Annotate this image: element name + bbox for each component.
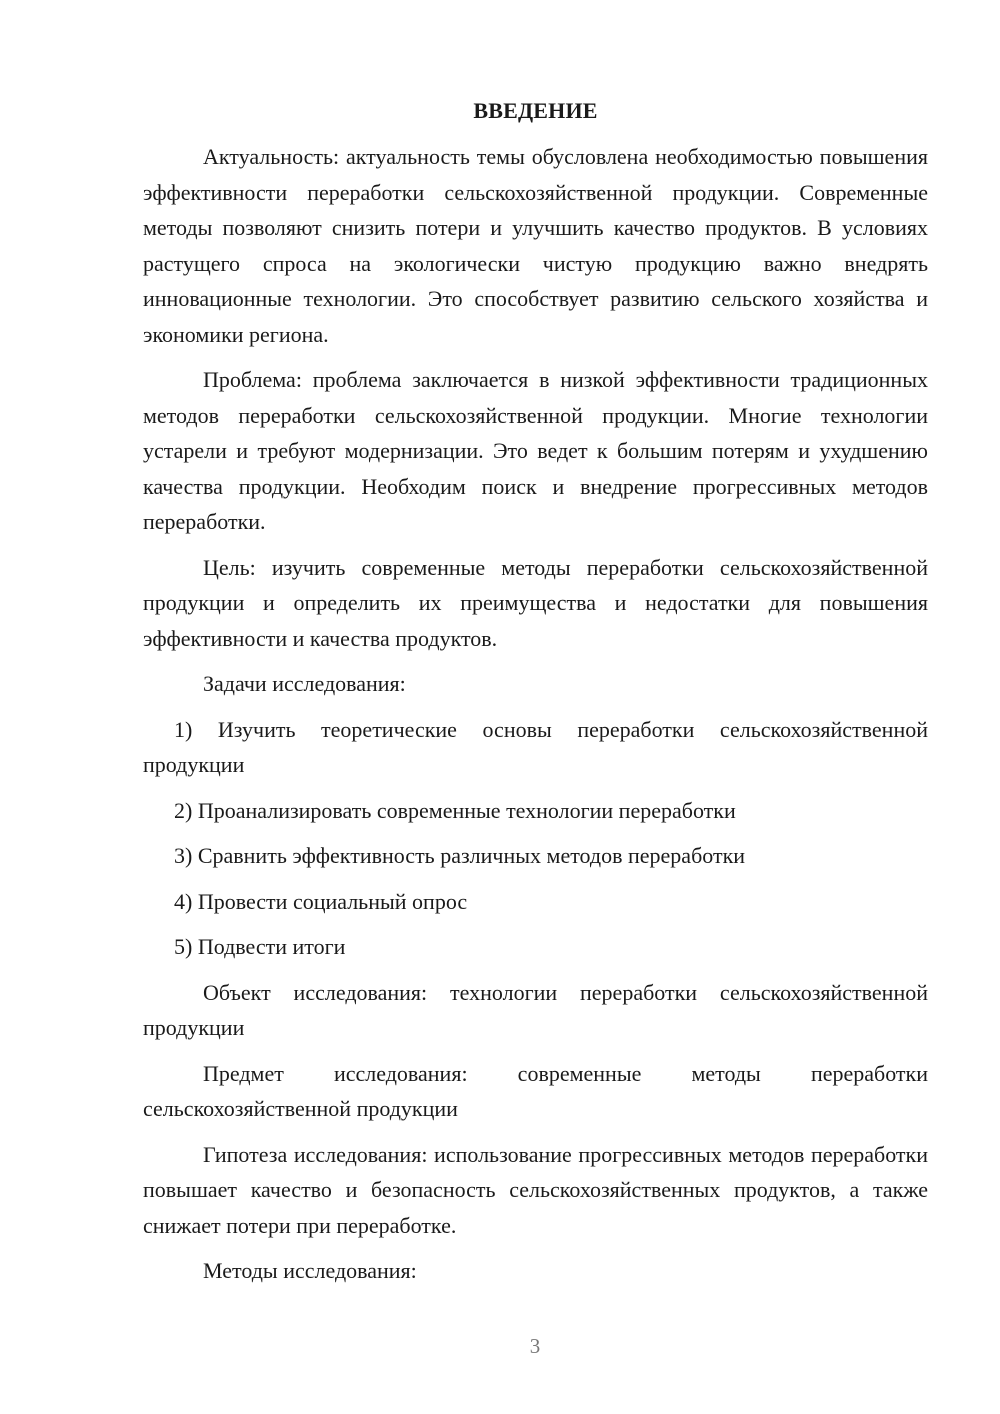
relevance-paragraph: Актуальность: актуальность темы обусловлена необходимостью повышения эффективности переработки сельскохозяйственной продукции. Современные методы позволяют снизить потери и улучшить качество продуктов. В условиях растущего спроса на экологически чистую продукцию важно внедрять инновационные технологии. Это способствует развитию сельского хозяйства и экономики региона. xyxy=(143,144,928,347)
task-item-4: 4) Провести социальный опрос xyxy=(174,888,468,914)
object-paragraph: Объект исследования: технологии переработки сельскохозяйственной продукции xyxy=(143,979,928,1040)
page-number: 3 xyxy=(529,1334,541,1358)
methods-heading: Методы исследования: xyxy=(203,1258,417,1283)
task-item-3: 3) Сравнить эффективность различных методов переработки xyxy=(174,843,746,868)
document-page xyxy=(143,96,928,1299)
page-title: ВВЕДЕНИЕ xyxy=(473,98,598,123)
hypothesis-paragraph: Гипотеза исследования: использование прогрессивных методов переработки повышает качество и безопасность сельскохозяйственных продуктов, а также снижает потери при переработке. xyxy=(143,1141,928,1238)
subject-paragraph: Предмет исследования: современные методы переработки сельскохозяйственной продукции xyxy=(143,1060,928,1121)
tasks-heading: Задачи исследования: xyxy=(203,671,406,696)
task-item-5: 5) Подвести итоги xyxy=(174,934,346,959)
task-item-2: 2) Проанализировать современные технологии переработки xyxy=(174,797,736,823)
task-item-1: 1) Изучить теоретические основы переработки сельскохозяйственной продукции xyxy=(143,716,928,777)
goal-paragraph: Цель: изучить современные методы переработки сельскохозяйственной продукции и определить их преимущества и недостатки для повышения эффективности и качества продуктов. xyxy=(143,554,928,651)
problem-paragraph: Проблема: проблема заключается в низкой эффективности традиционных методов переработки сельскохозяйственной продукции. Многие технологии устарели и требуют модернизации. Это ведет к большим потерям и ухудшению качества продукции. Необходим поиск и внедрение прогрессивных методов переработки. xyxy=(143,367,928,534)
